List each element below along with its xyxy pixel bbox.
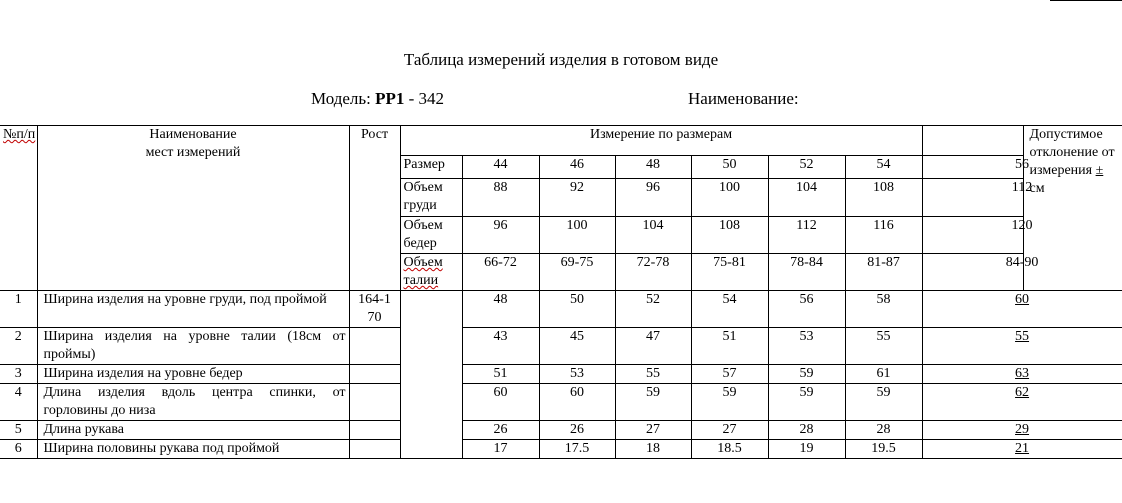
row-value: 48 xyxy=(462,291,539,328)
size-value: 52 xyxy=(768,156,845,179)
row-value: 59 xyxy=(768,384,845,421)
row-value: 17 xyxy=(462,440,539,459)
row-name: Ширина изделия на уровне талии (18см от проймы) xyxy=(37,328,349,365)
size-value: 69-75 xyxy=(539,254,615,291)
row-value: 58 xyxy=(845,291,922,328)
row-value: 59 xyxy=(768,365,845,384)
row-rost: 164-170 xyxy=(349,291,400,328)
row-number: 2 xyxy=(0,328,37,365)
row-value: 19.5 xyxy=(845,440,922,459)
size-value: 104 xyxy=(768,179,845,217)
row-name: Ширина изделия на уровне груди, под проймой xyxy=(37,291,349,328)
row-value: 56 xyxy=(768,291,845,328)
size-value: 100 xyxy=(539,217,615,254)
header-row xyxy=(0,126,1122,156)
size-value: 96 xyxy=(462,217,539,254)
table-row xyxy=(0,365,1122,384)
size-value: 112 xyxy=(768,217,845,254)
row-value: 61 xyxy=(845,365,922,384)
row-value: 55 xyxy=(845,328,922,365)
row-rost xyxy=(349,328,400,365)
size-row-label: Объем бедер xyxy=(400,217,462,254)
top-rule xyxy=(1050,0,1122,1)
row-rost xyxy=(349,440,400,459)
row-value: 59 xyxy=(691,384,768,421)
row-value: 45 xyxy=(539,328,615,365)
header-measure-by-size: Измерение по размерам xyxy=(400,126,922,156)
row-value: 28 xyxy=(768,421,845,440)
size-value: 48 xyxy=(615,156,691,179)
model-line xyxy=(311,89,444,109)
row-value: 59 xyxy=(845,384,922,421)
row-value: 53 xyxy=(539,365,615,384)
row-value: 60 xyxy=(922,291,1122,328)
row-number: 5 xyxy=(0,421,37,440)
size-value: 72-78 xyxy=(615,254,691,291)
row-number: 6 xyxy=(0,440,37,459)
header-rost: Рост xyxy=(349,126,400,291)
row-value: 19 xyxy=(768,440,845,459)
size-value: 84-90 xyxy=(922,254,1122,291)
size-row-label: Объем талии xyxy=(400,254,462,291)
size-value: 46 xyxy=(539,156,615,179)
row-value: 26 xyxy=(462,421,539,440)
row-value: 54 xyxy=(691,291,768,328)
size-row-label: Размер xyxy=(400,156,462,179)
header-blank xyxy=(922,126,1023,156)
table-row xyxy=(0,384,1122,421)
row-value: 43 xyxy=(462,328,539,365)
size-value: 81-87 xyxy=(845,254,922,291)
header-number: №п/п xyxy=(0,126,37,291)
size-value: 50 xyxy=(691,156,768,179)
table-row xyxy=(0,440,1122,459)
size-value: 75-81 xyxy=(691,254,768,291)
size-value: 100 xyxy=(691,179,768,217)
size-value: 108 xyxy=(845,179,922,217)
row-value: 51 xyxy=(691,328,768,365)
measurement-table xyxy=(0,125,1122,459)
row-value: 47 xyxy=(615,328,691,365)
row-rost xyxy=(349,365,400,384)
document-title: Таблица измерений изделия в готовом виде xyxy=(403,50,719,69)
size-value: 112 xyxy=(922,179,1122,217)
row-value: 55 xyxy=(615,365,691,384)
size-value: 66-72 xyxy=(462,254,539,291)
model-code: РР1 xyxy=(375,89,405,108)
row-value: 18.5 xyxy=(691,440,768,459)
row-value: 28 xyxy=(845,421,922,440)
row-value: 27 xyxy=(691,421,768,440)
table-row xyxy=(0,328,1122,365)
row-value: 21 xyxy=(922,440,1122,459)
size-value: 92 xyxy=(539,179,615,217)
row-number: 1 xyxy=(0,291,37,328)
model-label: Модель: xyxy=(311,89,371,108)
size-value: 44 xyxy=(462,156,539,179)
row-name: Длина рукава xyxy=(37,421,349,440)
size-value: 88 xyxy=(462,179,539,217)
model-number: - 342 xyxy=(404,89,445,108)
row-value: 60 xyxy=(539,384,615,421)
row-name: Ширина изделия на уровне бедер xyxy=(37,365,349,384)
row-value: 55 xyxy=(922,328,1122,365)
row-value: 59 xyxy=(615,384,691,421)
row-name: Длина изделия вдоль центра спинки, от горловины до низа xyxy=(37,384,349,421)
size-value: 104 xyxy=(615,217,691,254)
table-row xyxy=(0,421,1122,440)
size-value: 56 xyxy=(922,156,1122,179)
row-value: 57 xyxy=(691,365,768,384)
row-value: 51 xyxy=(462,365,539,384)
size-value: 96 xyxy=(615,179,691,217)
row-value: 50 xyxy=(539,291,615,328)
size-value: 108 xyxy=(691,217,768,254)
header-place: Наименование мест измерений xyxy=(37,126,349,291)
row-value: 62 xyxy=(922,384,1122,421)
row-value: 26 xyxy=(539,421,615,440)
row-value: 18 xyxy=(615,440,691,459)
size-value: 78-84 xyxy=(768,254,845,291)
row-value: 27 xyxy=(615,421,691,440)
row-value: 17.5 xyxy=(539,440,615,459)
size-value: 54 xyxy=(845,156,922,179)
row-rost xyxy=(349,384,400,421)
size-value: 120 xyxy=(922,217,1122,254)
blank-column xyxy=(400,291,462,459)
row-value: 53 xyxy=(768,328,845,365)
name-label: Наименование: xyxy=(688,89,799,108)
table-row xyxy=(0,291,1122,328)
row-value: 52 xyxy=(615,291,691,328)
row-rost xyxy=(349,421,400,440)
size-row-label: Объем груди xyxy=(400,179,462,217)
row-value: 63 xyxy=(922,365,1122,384)
row-value: 29 xyxy=(922,421,1122,440)
row-value: 60 xyxy=(462,384,539,421)
row-number: 4 xyxy=(0,384,37,421)
row-name: Ширина половины рукава под проймой xyxy=(37,440,349,459)
tolerance-text: Допустимое отклонение от измерения ± см xyxy=(1029,127,1115,196)
size-value: 116 xyxy=(845,217,922,254)
row-number: 3 xyxy=(0,365,37,384)
